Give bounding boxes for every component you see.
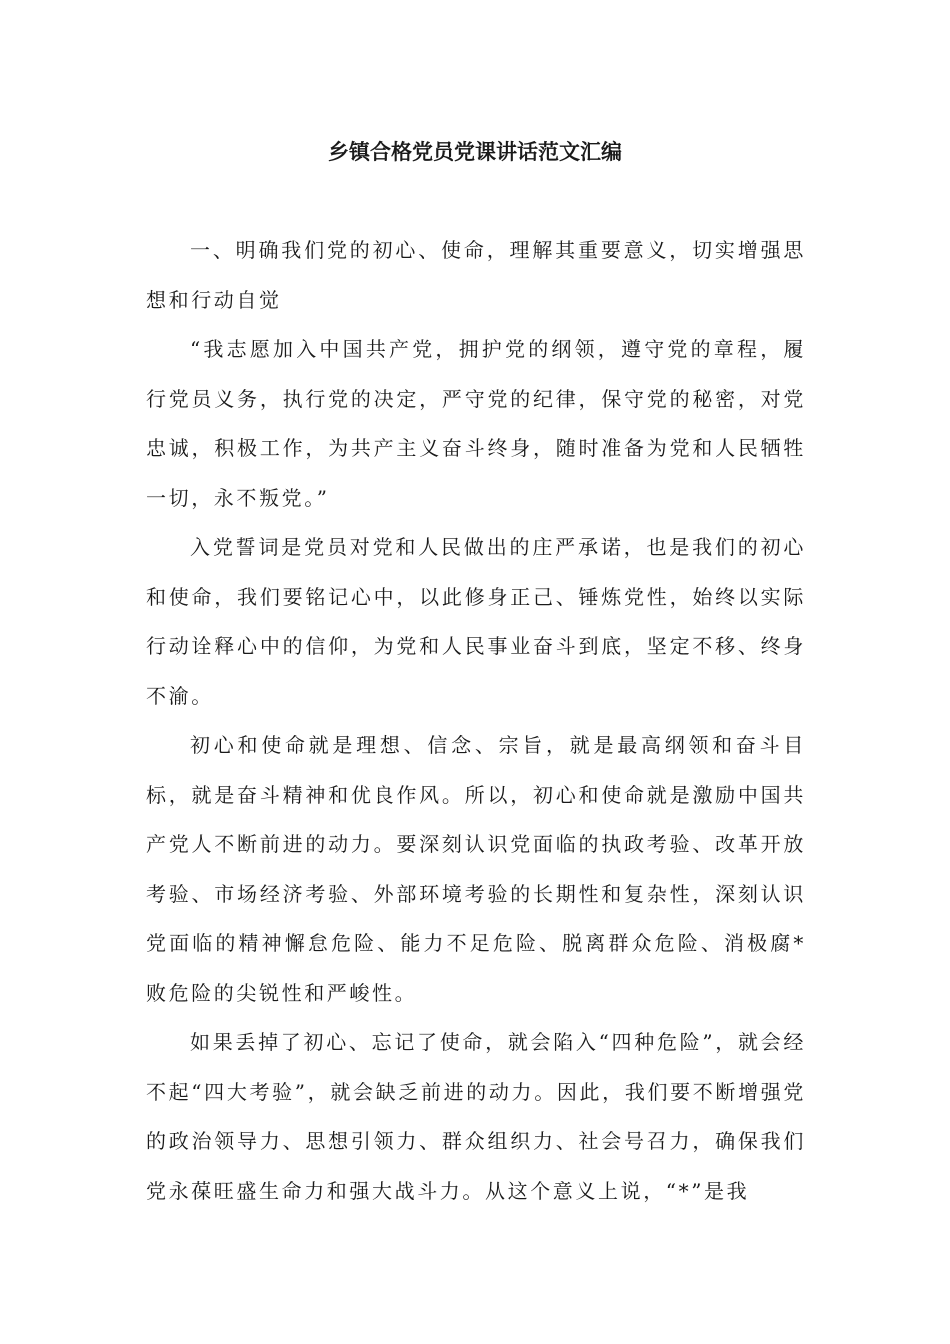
paragraph: 初心和使命就是理想、信念、宗旨，就是最高纲领和奋斗目标，就是奋斗精神和优良作风。所以，初心和使命就是激励中国共产党人不断前进的动力。要深刻认识党面临的执政考验、改革开放考验、市场经济考验、外部环境考验的长期性和复杂性，深刻认识党面临的精神懈怠危险、能力不足危险、脱离群众危险、消极腐*败危险的尖锐性和严峻性。 bbox=[146, 733, 806, 1005]
document-body bbox=[146, 226, 806, 1216]
paragraph-oath: “我志愿加入中国共产党，拥护党的纲领，遵守党的章程，履行党员义务，执行党的决定，严守党的纪律，保守党的秘密，对党忠诚，积极工作，为共产主义奋斗终身，随时准备为党和人民牺牲一切，永不叛党。” bbox=[146, 337, 806, 510]
document-title: 乡镇合格党员党课讲话范文汇编 bbox=[328, 140, 622, 164]
paragraph: 如果丢掉了初心、忘记了使命，就会陷入“四种危险”，就会经不起“四大考验”，就会缺乏前进的动力。因此，我们要不断增强党的政治领导力、思想引领力、群众组织力、社会号召力，确保我们党永葆旺盛生命力和强大战斗力。从这个意义上说，“*”是我 bbox=[146, 1030, 806, 1203]
paragraph: 入党誓词是党员对党和人民做出的庄严承诺，也是我们的初心和使命，我们要铭记心中，以此修身正己、锤炼党性，始终以实际行动诠释心中的信仰，为党和人民事业奋斗到底，坚定不移、终身不渝。 bbox=[146, 535, 806, 708]
section-heading: 一、明确我们党的初心、使命，理解其重要意义，切实增强思想和行动自觉 bbox=[146, 238, 806, 312]
